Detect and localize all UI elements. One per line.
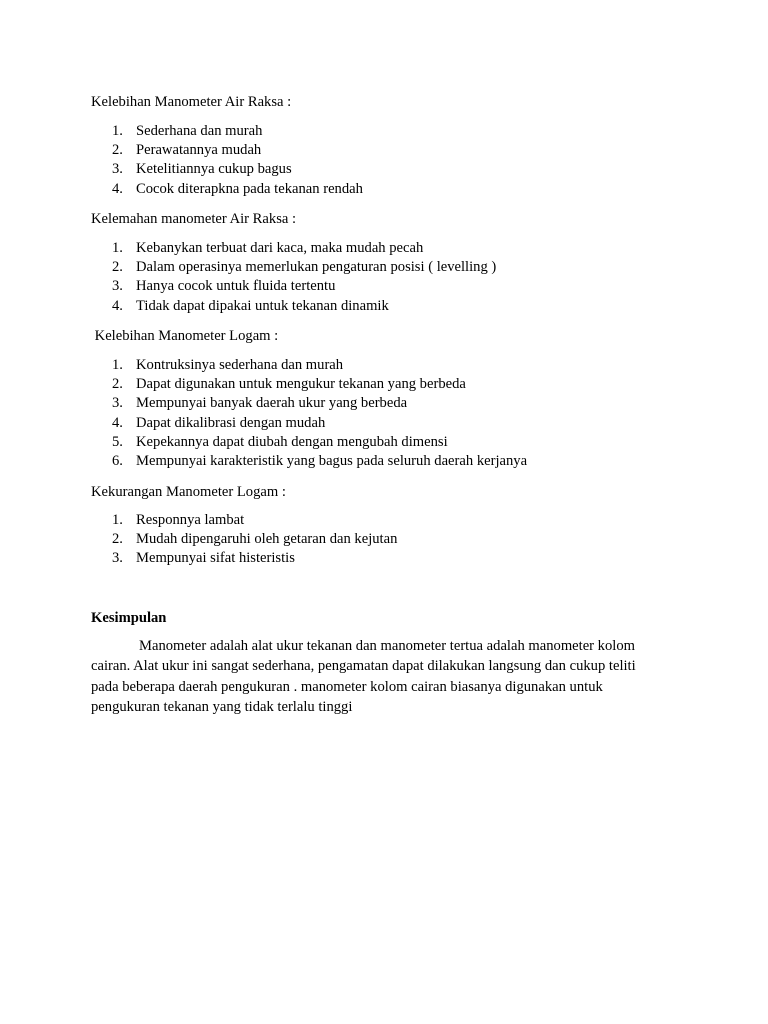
paragraph-line: Manometer adalah alat ukur tekanan dan manometer tertua adalah manometer kolom [139,638,635,654]
list-item-number: 4. [112,297,123,314]
list-item-number: 4. [112,180,123,197]
conclusion-paragraph [91,636,671,717]
list-item-text: Mempunyai sifat histeristis [136,550,295,567]
list-item-number: 6. [112,452,123,469]
list-item-number: 1. [112,512,123,528]
list-item-text: Dalam operasinya memerlukan pengaturan posisi ( levelling ) [136,259,497,276]
list-item-text: Sederhana dan murah [136,123,263,139]
list-item-text: Responnya lambat [136,512,245,528]
list-item-text: Kebanykan terbuat dari kaca, maka mudah pecah [136,240,424,256]
conclusion-title: Kesimpulan [91,610,167,626]
list-item-number: 1. [112,357,123,373]
list-item-number: 2. [112,531,123,548]
list-item-text: Kepekannya dapat diubah dengan mengubah dimensi [136,433,448,450]
list-item-text: Hanya cocok untuk fluida tertentu [136,278,336,295]
list-item-text: Mempunyai karakteristik yang bagus pada seluruh daerah kerjanya [136,452,528,469]
list-item-number: 3. [112,395,123,412]
list-item-text: Dapat digunakan untuk mengukur tekanan yang berbeda [136,376,466,393]
paragraph-line: pada beberapa daerah pengukuran . manometer kolom cairan biasanya digunakan untuk [91,678,603,695]
paragraph-line: pengukuran tekanan yang tidak terlalu tinggi [91,698,353,715]
list-item-number: 2. [112,376,123,393]
list-item-number: 4. [112,414,123,431]
section-heading-kekurangan-logam: Kekurangan Manometer Logam : [91,484,286,500]
list-item-number: 1. [112,240,123,256]
list-item-number: 3. [112,550,123,567]
list-item-number: 3. [112,278,123,295]
list-item-text: Cocok diterapkna pada tekanan rendah [136,180,363,197]
list-item-text: Dapat dikalibrasi dengan mudah [136,414,326,431]
list-item-number: 2. [112,142,123,159]
paragraph-line: cairan. Alat ukur ini sangat sederhana, pengamatan dapat dilakukan langsung dan cukup teliti [91,658,636,675]
list-item-number: 3. [112,161,123,178]
list-item-text: Mempunyai banyak daerah ukur yang berbeda [136,395,408,412]
list-item-number: 1. [112,123,123,139]
list-item-number: 5. [112,433,123,450]
list-item-text: Mudah dipengaruhi oleh getaran dan kejutan [136,531,398,548]
list-item-text: Ketelitiannya cukup bagus [136,161,292,178]
section-heading-kelebihan-air-raksa: Kelebihan Manometer Air Raksa : [91,94,292,110]
list-item-text: Tidak dapat dipakai untuk tekanan dinamik [136,297,389,314]
section-heading-kelebihan-logam: Kelebihan Manometer Logam : [91,328,279,344]
list-item-number: 2. [112,259,123,276]
section-heading-kelemahan-air-raksa: Kelemahan manometer Air Raksa : [91,211,297,227]
list-item-text: Kontruksinya sederhana dan murah [136,357,344,373]
list-item-text: Perawatannya mudah [136,142,262,159]
